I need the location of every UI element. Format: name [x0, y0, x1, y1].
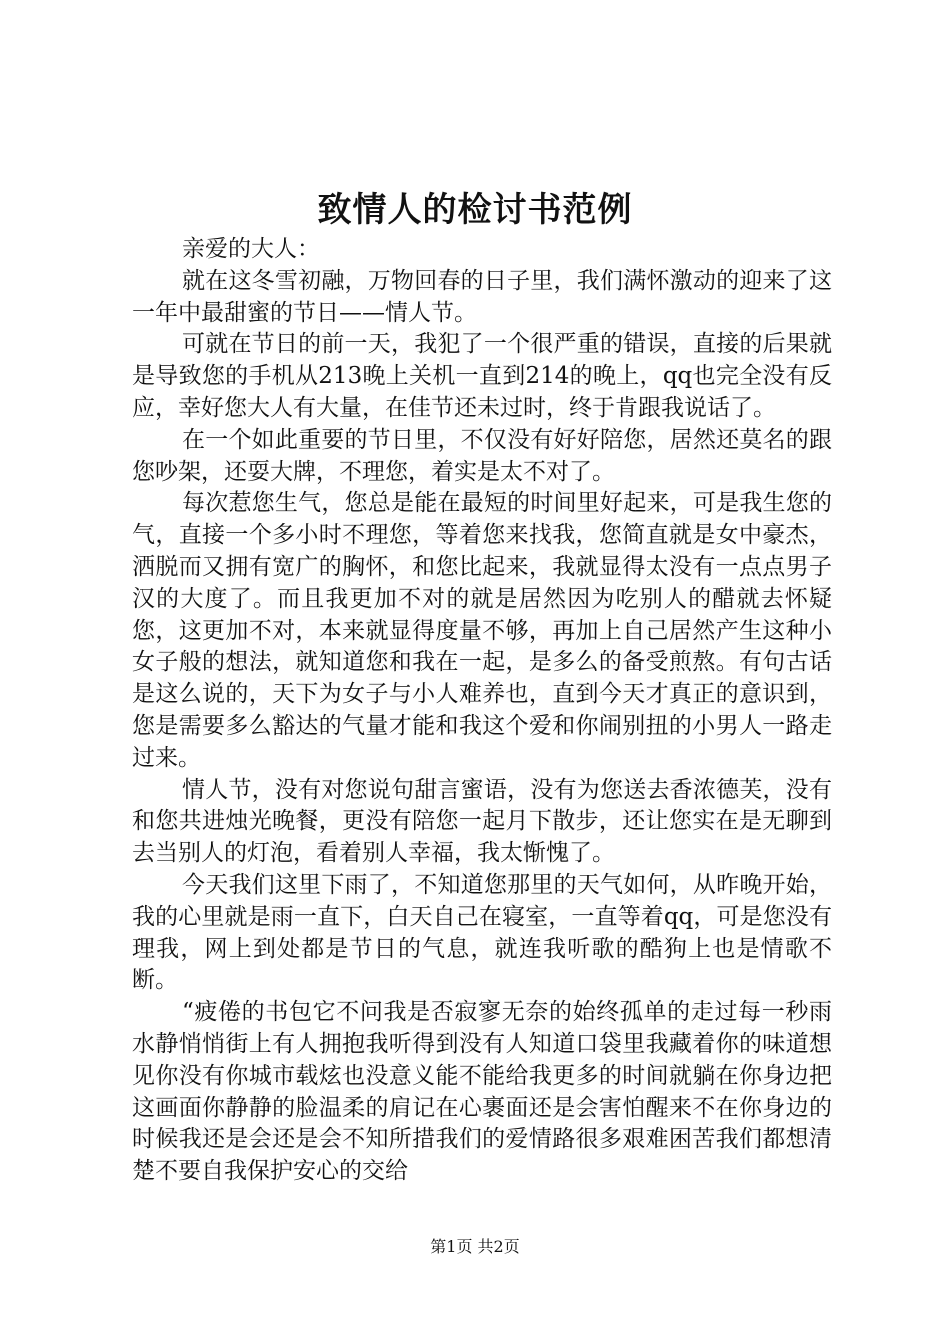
paragraph-lyrics: “疲倦的书包它不问我是否寂寥无奈的始终孤单的走过每一秒雨水静悄悄街上有人拥抱我听得到没有人知道口袋里我藏着你的味道想见你没有你城市载炫也没意义能不能给我更多的时间就躺在你身边把这画面你静静的脸温柔的肩记在心裹面还是会害怕醒来不在你身边的时候我还是会还是会不知所措我们的爱情路很多艰难困苦我们都想清楚不要自我保护安心的交给	[132, 999, 832, 1185]
paragraph: 今天我们这里下雨了，不知道您那里的天气如何，从昨晚开始，我的心里就是雨一直下，白天自己在寝室，一直等着qq，可是您没有理我，网上到处都是节日的气息，就连我听歌的酷狗上也是情歌不断。	[132, 871, 832, 994]
page-number-footer: 第1页 共2页	[430, 1237, 520, 1256]
paragraph: 可就在节日的前一天，我犯了一个很严重的错误，直接的后果就是导致您的手机从213晚上关机一直到214的晚上，qq也完全没有反应，幸好您大人有大量，在佳节还未过时，终于肯跟我说话了。	[132, 331, 832, 421]
paragraph-salutation: 亲爱的大人：	[182, 236, 320, 262]
paragraph: 在一个如此重要的节日里，不仅没有好好陪您，居然还莫名的跟您吵架，还耍大牌，不理您，着实是太不对了。	[132, 426, 832, 485]
paragraph: 每次惹您生气，您总是能在最短的时间里好起来，可是我生您的气，直接一个多小时不理您，等着您来找我，您简直就是女中豪杰，洒脱而又拥有宽广的胸怀，和您比起来，我就显得太没有一点点男子汉的大度了。而且我更加不对的就是居然因为吃别人的醋就去怀疑您，这更加不对，本来就显得度量不够，再加上自己居然产生这种小女子般的想法，就知道您和我在一起，是多么的备受煎熬。有句古话是这么说的，天下为女子与小人难养也，直到今天才真正的意识到，您是需要多么豁达的气量才能和我这个爱和你闹别扭的小男人一路走过来。	[132, 490, 832, 771]
document-body	[132, 234, 832, 1188]
document-title: 致情人的检讨书范例	[317, 190, 633, 230]
paragraph: 情人节，没有对您说句甜言蜜语，没有为您送去香浓德芙，没有和您共进烛光晚餐，更没有陪您一起月下散步，还让您实在是无聊到去当别人的灯泡，看着别人幸福，我太惭愧了。	[132, 776, 832, 867]
paragraph: 就在这冬雪初融，万物回春的日子里，我们满怀激动的迎来了这一年中最甜蜜的节日——情人节。	[132, 267, 832, 326]
